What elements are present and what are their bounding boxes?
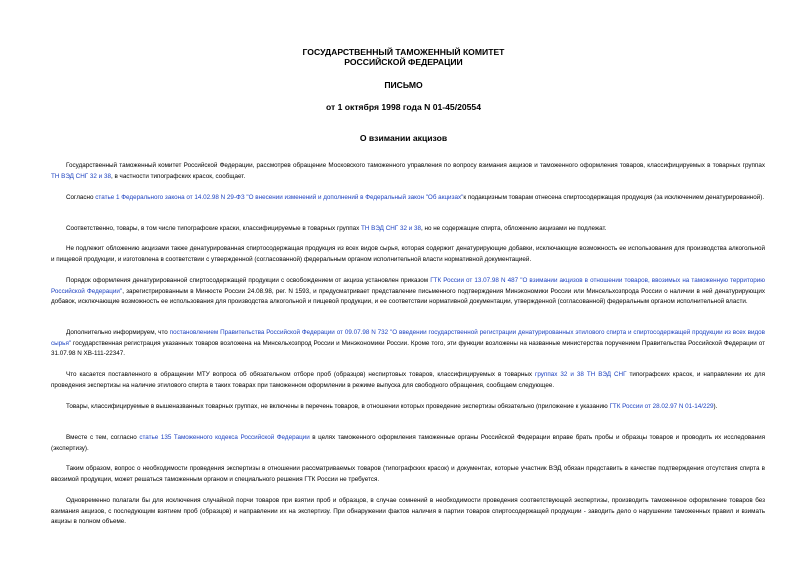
paragraph-text: , зарегистрированным в Минюсте России 24.08.98, рег. N 1593, и предусматривает представление письменного подтверждения Минэкономики России или Минсельхозпрода России о наличии в ней денатурирующих добавок, исключающие возможность ее использования для производства алкогольной и пищевой продукции, и ее соответствии нормативной документации, утвержденной (согласованной) федеральным органом исполнительной власти. xyxy=(51,287,765,306)
paragraph-5 xyxy=(51,276,765,308)
paragraph-9 xyxy=(51,433,765,454)
paragraph-8 xyxy=(51,402,765,413)
paragraph-11 xyxy=(51,496,765,528)
paragraph-text: к подакцизным товарам отнесена спиртосодержащая продукция (за исключением денатурированной). xyxy=(463,194,765,201)
paragraph-6 xyxy=(51,328,765,360)
paragraph-text: Государственный таможенный комитет Российской Федерации, рассмотрев обращение Московского таможенного управления по вопросу взимания акцизов и таможенного оформления товаров, классифицируемых в товарных группах xyxy=(66,162,765,169)
paragraph-4 xyxy=(51,244,765,265)
paragraph-2 xyxy=(51,193,765,204)
link-tn-ved-groups[interactable]: ТН ВЭД СНГ 32 и 38 xyxy=(51,172,111,180)
paragraph-text: типографских красок, и направлении их для проведения экспертизы на наличие этилового спирта в таких товарах при таможенном оформлении в режиме выпуска для свободного обращения, сообщаем следующее. xyxy=(51,371,765,389)
link-tn-ved-groups[interactable]: ТН ВЭД СНГ 32 и 38 xyxy=(361,225,421,232)
paragraph-1 xyxy=(51,161,765,182)
paragraph-text: Что касается поставленного в обращении МТУ вопроса об обязательном отборе проб (образцов) неспиртовых товаров, классифицируемых в товарных xyxy=(66,371,536,378)
paragraph-10 xyxy=(51,464,765,485)
paragraph-text: ). xyxy=(713,403,718,410)
paragraph-text: в целях таможенного оформления таможенные органы Российской Федерации вправе брать пробы и образцы товаров и проводить их исследования (экспертизу). xyxy=(51,434,765,452)
paragraph-text: Товары, классифицируемые в вышеназванных товарных группах, не включены в перечень товаров, в отношении которых проведение экспертизы обязательно (приложение к указанию xyxy=(66,403,610,410)
document-subject: О взимании акцизов xyxy=(359,133,448,143)
org-name-line2: РОССИЙСКОЙ ФЕДЕРАЦИИ xyxy=(344,57,463,67)
paragraph-text: Одновременно полагали бы для исключения случайной порчи товаров при взятии проб и образцов, в случае сомнений в необходимости проведения соответствующей экспертизы, производить таможенное оформление товаров без взимания акцизов, с последующим взятием проб (образцов) и направлении их на экспертизу. При обнаружении фактов наличия в партии товаров спиртосодержащей продукции - заводить дело о нарушении таможенных правил и взимать акцизы в полном объеме. xyxy=(51,497,765,526)
paragraph-text: Соответственно, товары, в том числе типографские краски, классифицируемые в товарных группах xyxy=(66,225,362,232)
paragraph-3 xyxy=(51,224,765,235)
paragraph-text: , но не содержащие спирта, обложению акцизами не подлежат. xyxy=(420,225,607,232)
paragraph-text: , в частности типографских красок, сообщает. xyxy=(110,172,246,180)
paragraph-text: Не подлежит обложению акцизами также денатурированная спиртосодержащая продукция из всех видов сырья, которая содержит денатурирующие добавки, исключающие возможность ее использования для производства алкогольной и пищевой продукции, и изготовлена в соответствии с утвержденной (согласованной) федеральным органом исполнительной власти нормативной документацией. xyxy=(51,245,765,263)
document-type: ПИСЬМО xyxy=(384,80,423,90)
link-gtk-instruction[interactable]: ГТК России от 28.02.97 N 01-14/229 xyxy=(609,403,714,410)
paragraph-7 xyxy=(51,370,765,391)
paragraph-text: Таким образом, вопрос о необходимости проведения экспертизы в отношении рассматриваемых товаров (типографских красок) и документах, которые участник ВЭД обязан представить в качестве подтверждения отсутствия спирта в ввозимой продукции, может решаться таможенным органом и специального решения ГТК России не требуется. xyxy=(51,465,765,483)
link-gtk-order-487[interactable]: ГТК России от 13.07.98 N 487 "О взимании акцизов в отношении товаров, ввозимых на таможенную территорию Российской Федерации" xyxy=(51,277,765,295)
paragraph-text: Дополнительно информируем, что xyxy=(66,329,170,336)
link-federal-law-29fz[interactable]: статье 1 Федерального закона от 14.02.98 N 29-ФЗ "О внесении изменений и дополнений в Федеральный закон "Об акцизах" xyxy=(95,194,464,201)
paragraph-text: государственная регистрация указанных товаров возложена на Минсельхозпрод России и Минэкономики России. Кроме того, эти функции возложены на названные министерства поручением Правительства Российской Федерации от 31.07.98 N ХВ-111-22347. xyxy=(51,339,765,358)
paragraph-text: Согласно xyxy=(66,194,96,201)
paragraph-text: Порядок оформления денатурированной спиртосодержащей продукции с освобождением от акциза установлен приказом xyxy=(66,277,431,284)
link-tn-ved-groups[interactable]: группах 32 и 38 ТН ВЭД СНГ xyxy=(535,371,627,378)
link-government-resolution-732[interactable]: постановлением Правительства Российской Федерации от 09.07.98 N 732 "О введении государственной регистрации денатурированных этилового спирта и спиртосодержащей продукции из всех видов сырья" xyxy=(51,329,765,347)
paragraph-text: Вместе с тем, согласно xyxy=(66,434,140,441)
org-name-line1: ГОСУДАРСТВЕННЫЙ ТАМОЖЕННЫЙ КОМИТЕТ xyxy=(302,47,505,57)
document-date: от 1 октября 1998 года N 01-45/20554 xyxy=(325,102,481,112)
link-customs-code-article-135[interactable]: статье 135 Таможенного кодекса Российской Федерации xyxy=(139,434,310,441)
